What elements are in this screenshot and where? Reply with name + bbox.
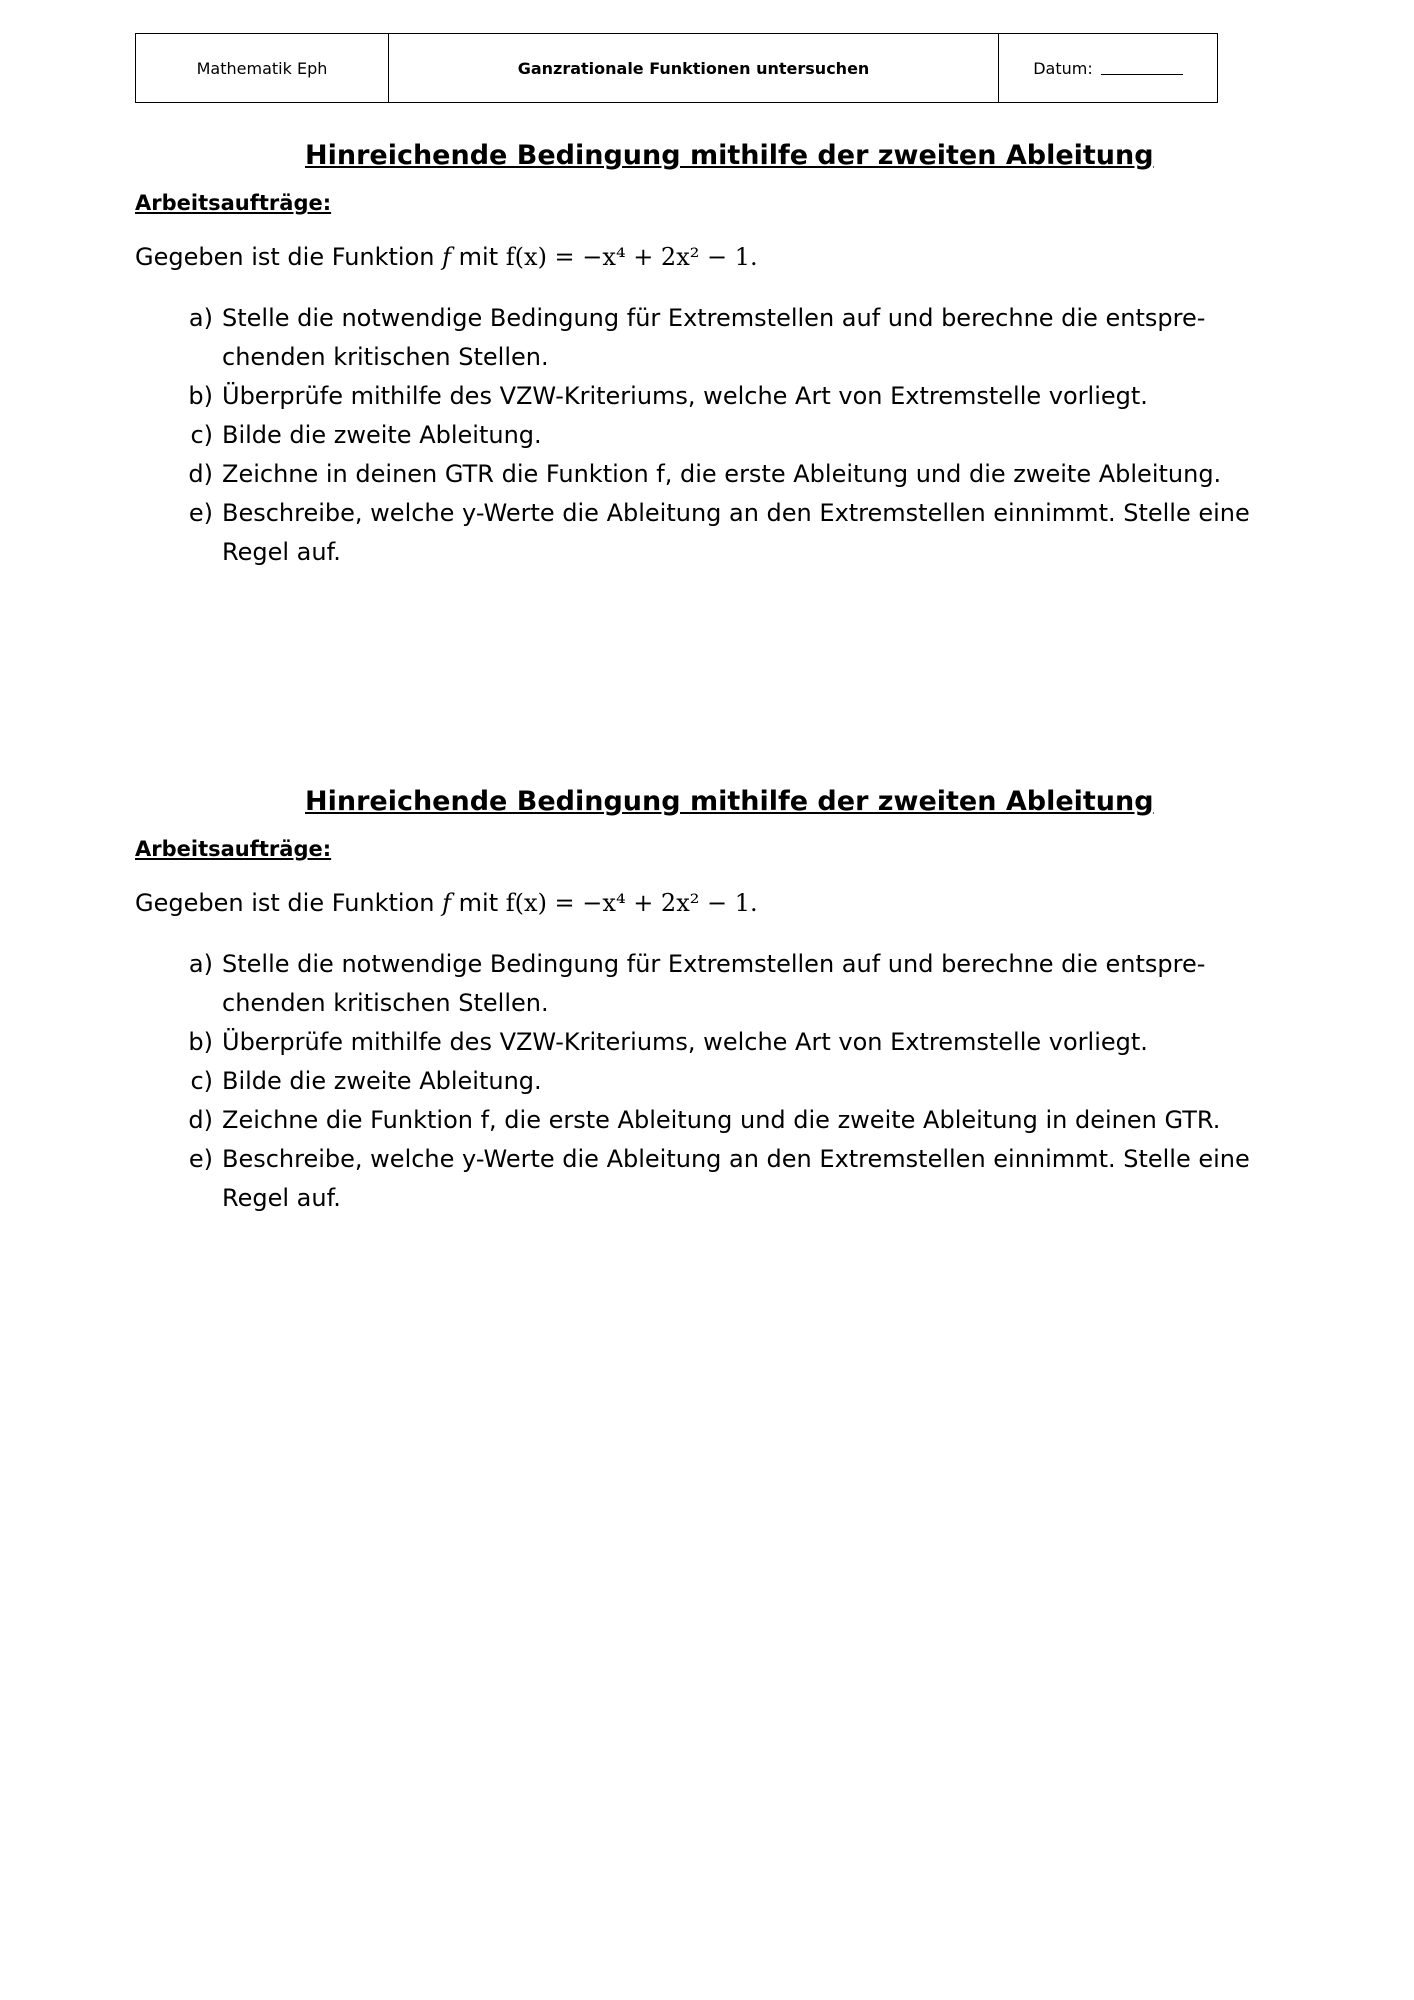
task-list [135,299,1275,572]
given-mit: mit [458,889,499,917]
task-letter: a) [188,304,213,332]
task-item [135,416,1275,455]
task-text: Stelle die notwendige Bedingung für Extremstellen auf und berechne die entspre-chenden kritischen Stellen. [222,304,1206,371]
task-item [135,299,1275,377]
given-equation: f(x) = −x⁴ + 2x² − 1. [505,243,758,271]
task-letter: c) [190,421,213,449]
task-item [135,1101,1275,1140]
task-text: Überprüfe mithilfe des VZW-Kriteriums, welche Art von Extremstelle vorliegt. [222,1028,1148,1056]
task-text: Stelle die notwendige Bedingung für Extremstellen auf und berechne die entspre-chenden kritischen Stellen. [222,950,1206,1017]
task-letter: d) [188,1106,213,1134]
task-letter: e) [188,1145,213,1173]
header-topic [389,34,999,102]
section-title: Hinreichende Bedingung mithilfe der zweiten Ableitung [305,786,1154,817]
section-title: Hinreichende Bedingung mithilfe der zweiten Ableitung [305,140,1154,171]
given-function [135,243,1275,271]
task-item [135,1062,1275,1101]
given-variable: f [442,243,452,271]
task-letter: a) [188,950,213,978]
task-text: Beschreibe, welche y-Werte die Ableitung an den Extremstellen einnimmt. Stelle eine Regel auf. [222,499,1250,566]
header-topic-text: Ganzrationale Funktionen untersuchen [517,58,870,78]
task-letter: c) [190,1067,213,1095]
task-item [135,1023,1275,1062]
header-table [135,33,1218,103]
task-text: Bilde die zweite Ableitung. [222,421,542,449]
worksheet-section-1 [135,140,1275,572]
task-text: Beschreibe, welche y-Werte die Ableitung an den Extremstellen einnimmt. Stelle eine Regel auf. [222,1145,1250,1212]
task-text: Bilde die zweite Ableitung. [222,1067,542,1095]
task-letter: b) [188,1028,213,1056]
header-subject [136,34,389,102]
task-letter: b) [188,382,213,410]
task-text: Zeichne in deinen GTR die Funktion f, die erste Ableitung und die zweite Ableitung. [222,460,1222,488]
task-item [135,1140,1275,1218]
task-text: Überprüfe mithilfe des VZW-Kriteriums, welche Art von Extremstelle vorliegt. [222,382,1148,410]
given-prefix: Gegeben ist die Funktion [135,889,435,917]
given-equation: f(x) = −x⁴ + 2x² − 1. [505,889,758,917]
task-item [135,945,1275,1023]
header-date [999,34,1217,102]
given-function [135,889,1275,917]
task-letter: d) [188,460,213,488]
given-variable: f [442,889,452,917]
date-blank-line [1101,62,1183,75]
task-letter: e) [188,499,213,527]
given-prefix: Gegeben ist die Funktion [135,243,435,271]
task-text: Zeichne die Funktion f, die erste Ableitung und die zweite Ableitung in deinen GTR. [222,1106,1221,1134]
task-item [135,455,1275,494]
task-item [135,494,1275,572]
task-item [135,377,1275,416]
section-subtitle: Arbeitsaufträge: [135,837,332,861]
task-list [135,945,1275,1218]
date-label: Datum: [1033,58,1093,78]
header-subject-text: Mathematik Eph [196,58,328,78]
given-mit: mit [458,243,499,271]
worksheet-section-2 [135,786,1275,1218]
section-subtitle: Arbeitsaufträge: [135,191,332,215]
